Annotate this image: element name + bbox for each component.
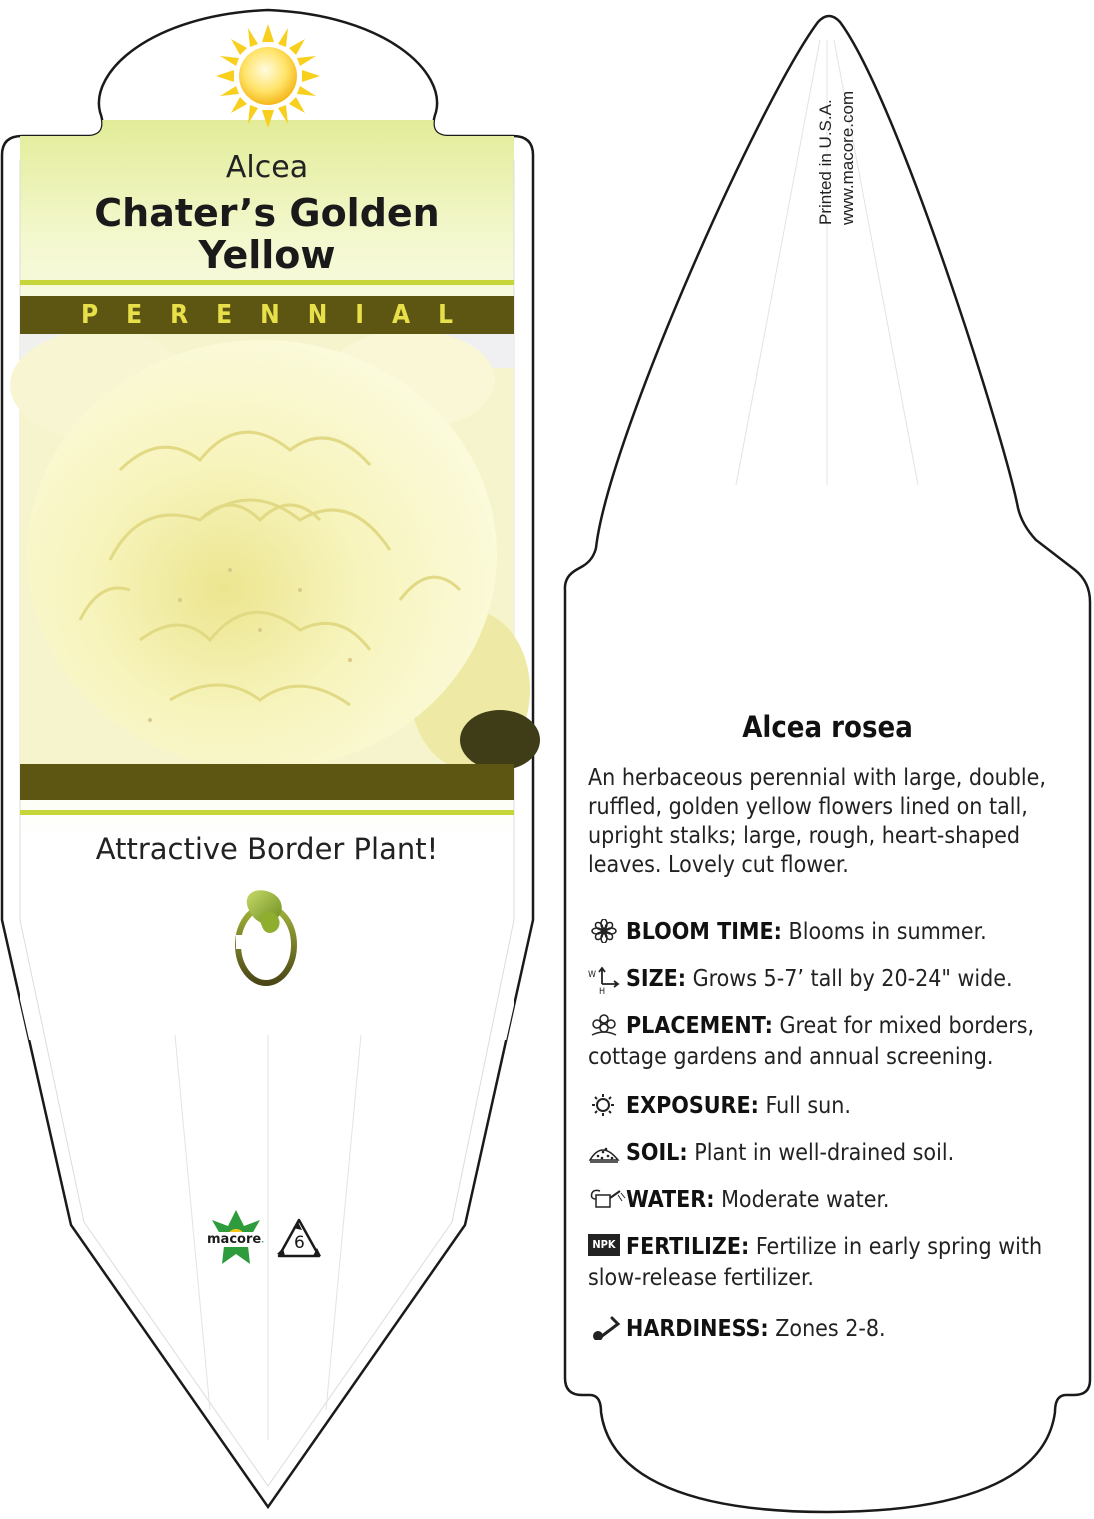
- thermometer-icon: [588, 1316, 626, 1340]
- placement-icon: [588, 1013, 626, 1037]
- photo-bottom-band: [20, 764, 514, 800]
- attr-water: WATER: Moderate water.: [588, 1185, 1058, 1216]
- cultivar-name: [20, 192, 514, 276]
- plant-type: PERENNIAL: [81, 300, 481, 330]
- attr-size: W H SIZE: Grows 5-7’ tall by 20-24" wide.: [588, 966, 1013, 997]
- plant-description: An herbaceous perennial with large, double, ruffled, golden yellow flowers lined on tall, upright stalks; large, rough, heart-shaped leaves. Lovely cut flower.: [588, 765, 1046, 878]
- brand-name: macore: [207, 1232, 262, 1247]
- watering-can-icon: [588, 1187, 626, 1211]
- attr-placement: PLACEMENT: Great for mixed borders, cottage gardens and annual screening.: [588, 1013, 1035, 1070]
- cultivar-line-2: Yellow: [198, 233, 336, 277]
- tagline: Attractive Border Plant!: [95, 832, 439, 866]
- printed-in: Printed in U.S.A.: [816, 99, 835, 225]
- fertilizer-icon: [588, 1234, 626, 1258]
- attr-soil: SOIL: Plant in well-drained soil.: [588, 1138, 1058, 1169]
- sun-icon: [588, 1093, 626, 1117]
- attr-hardiness: HARDINESS: Zones 2-8.: [588, 1314, 1058, 1345]
- flower-photo: [10, 330, 540, 770]
- sun-icon: [216, 24, 320, 128]
- plant-genus: Alcea: [225, 150, 309, 185]
- plant-type-band: [20, 296, 514, 334]
- npk-label: NPK: [588, 1234, 620, 1256]
- attr-exposure: EXPOSURE: Full sun.: [588, 1091, 1058, 1122]
- attr-fertilize: NPK FERTILIZE: Fertilize in early spring with slow-release fertilizer.: [588, 1234, 1043, 1291]
- website: www.macore.com: [838, 90, 857, 225]
- attr-bloom-time: BLOOM TIME: Blooms in summer.: [588, 917, 1058, 948]
- size-icon: [588, 966, 626, 997]
- species-name: Alcea rosea: [742, 710, 913, 744]
- soil-icon: [588, 1140, 626, 1164]
- size-icon-h: H: [599, 987, 606, 997]
- recycle-code: 6: [294, 1233, 305, 1253]
- print-info: [815, 91, 859, 225]
- size-icon-w: W: [588, 970, 597, 980]
- cultivar-line-1: Chater’s Golden: [94, 191, 440, 235]
- flower-icon: [588, 919, 626, 943]
